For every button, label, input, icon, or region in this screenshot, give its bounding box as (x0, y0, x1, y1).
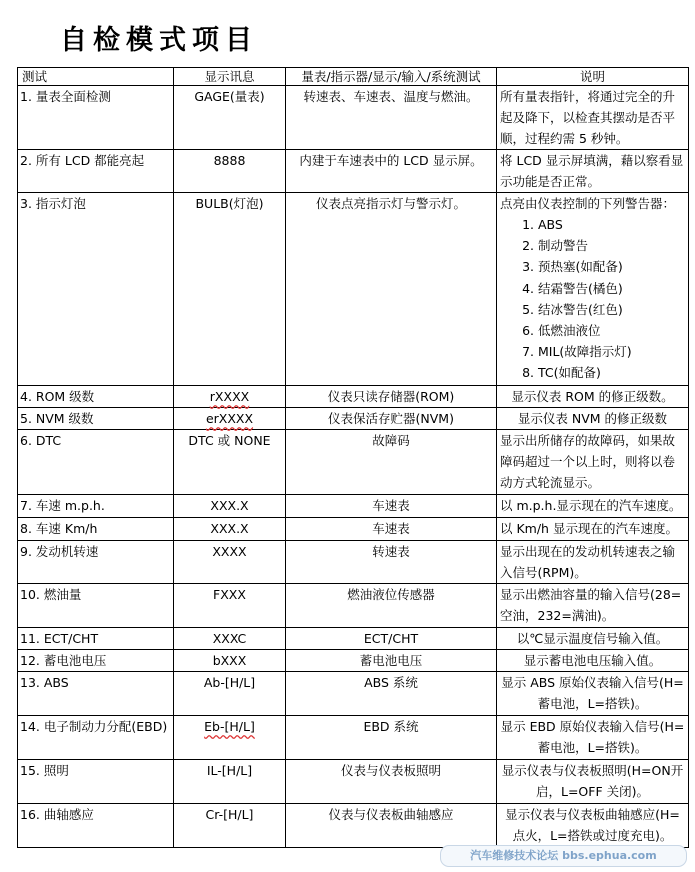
system-cell: 仪表保活存贮器(NVM) (286, 408, 497, 430)
system-cell: 蓄电池电压 (286, 650, 497, 672)
list-item: 4. 结霜警告(橘色) (538, 278, 685, 299)
description-cell: 显示仪表与仪表板曲轴感应(H=点火，L=搭铁或过度充电)。 (497, 804, 689, 848)
table-row (18, 541, 689, 584)
system-cell: ECT/CHT (286, 628, 497, 650)
table-row (18, 408, 689, 430)
table-row (18, 650, 689, 672)
test-cell: 14. 电子制动力分配(EBD) (18, 716, 174, 760)
test-cell: 12. 蓄电池电压 (18, 650, 174, 672)
test-cell: 15. 照明 (18, 760, 174, 804)
description-cell: 将 LCD 显示屏填满，藉以察看显示功能是否正常。 (497, 150, 689, 193)
test-cell: 9. 发动机转速 (18, 541, 174, 584)
test-cell: 3. 指示灯泡 (18, 193, 174, 386)
test-cell: 6. DTC (18, 430, 174, 495)
display-cell: GAGE(量表) (174, 86, 286, 150)
display-cell: erXXXX (205, 411, 254, 426)
description-cell: 显示 EBD 原始仪表输入信号(H=蓄电池，L=搭铁)。 (497, 716, 689, 760)
system-cell: 转速表、车速表、温度与燃油。 (286, 86, 497, 150)
display-cell: XXX.X (174, 495, 286, 518)
list-item: 7. MIL(故障指示灯) (538, 341, 685, 362)
table-row (18, 760, 689, 804)
table-row (18, 628, 689, 650)
list-item: 2. 制动警告 (538, 235, 685, 256)
description-cell: 显示仪表 NVM 的修正级数 (497, 408, 689, 430)
test-cell: 4. ROM 级数 (18, 386, 174, 408)
system-cell: 内建于车速表中的 LCD 显示屏。 (286, 150, 497, 193)
display-cell: 8888 (174, 150, 286, 193)
table-row (18, 150, 689, 193)
display-cell: BULB(灯泡) (174, 193, 286, 386)
display-cell: Cr-[H/L] (174, 804, 286, 848)
system-cell: 仪表与仪表板照明 (286, 760, 497, 804)
list-item: 8. TC(如配备) (538, 362, 685, 383)
system-cell: 转速表 (286, 541, 497, 584)
system-cell: 仪表点亮指示灯与警示灯。 (286, 193, 497, 386)
list-item: 3. 预热塞(如配备) (538, 256, 685, 277)
description-cell: 以℃显示温度信号输入值。 (497, 628, 689, 650)
header-test: 测试 (18, 68, 174, 86)
test-cell: 7. 车速 m.p.h. (18, 495, 174, 518)
list-item: 6. 低燃油液位 (538, 320, 685, 341)
self-test-table (17, 67, 689, 848)
table-row (18, 716, 689, 760)
system-cell: ABS 系统 (286, 672, 497, 716)
system-cell: 故障码 (286, 430, 497, 495)
warning-list (500, 214, 685, 384)
description-cell (497, 193, 689, 386)
system-cell: EBD 系统 (286, 716, 497, 760)
display-cell: rXXXX (209, 389, 250, 404)
table-row (18, 386, 689, 408)
description-cell: 显示出所储存的故障码，如果故障码超过一个以上时，则将以卷动方式轮流显示。 (497, 430, 689, 495)
description-cell: 显示仪表 ROM 的修正级数。 (497, 386, 689, 408)
display-cell: DTC 或 NONE (174, 430, 286, 495)
list-item: 1. ABS (538, 214, 685, 235)
description-cell: 以 Km/h 显示现在的汽车速度。 (497, 518, 689, 541)
header-description: 说明 (497, 68, 689, 86)
test-cell: 16. 曲轴感应 (18, 804, 174, 848)
header-system: 量表/指示器/显示/输入/系统测试 (286, 68, 497, 86)
display-cell: FXXX (174, 584, 286, 628)
description-cell: 显示仪表与仪表板照明(H=ON开启，L=OFF 关闭)。 (497, 760, 689, 804)
system-cell: 仪表只读存储器(ROM) (286, 386, 497, 408)
description-cell: 显示出燃油容量的输入信号(28=空油，232=满油)。 (497, 584, 689, 628)
description-cell: 显示蓄电池电压输入值。 (497, 650, 689, 672)
table-row (18, 193, 689, 386)
test-cell: 11. ECT/CHT (18, 628, 174, 650)
table-row (18, 584, 689, 628)
system-cell: 车速表 (286, 518, 497, 541)
table-row (18, 495, 689, 518)
table-row (18, 518, 689, 541)
table-row (18, 672, 689, 716)
test-cell: 13. ABS (18, 672, 174, 716)
test-cell: 2. 所有 LCD 都能亮起 (18, 150, 174, 193)
description-cell: 以 m.p.h.显示现在的汽车速度。 (497, 495, 689, 518)
table-row (18, 86, 689, 150)
warning-intro: 点亮由仪表控制的下列警告器： (500, 196, 676, 211)
header-display: 显示讯息 (174, 68, 286, 86)
page-title: 自检模式项目 (60, 25, 258, 56)
display-cell: Eb-[H/L] (204, 719, 255, 734)
forum-watermark: 汽车维修技术论坛 bbs.ephua.com (440, 845, 687, 867)
description-cell: 所有量表指针，将通过完全的升起及降下，以检查其摆动是否平顺，过程约需 5 秒钟。 (497, 86, 689, 150)
table-header-row (18, 68, 689, 86)
display-cell: XXXX (174, 541, 286, 584)
list-item: 5. 结冰警告(红色) (538, 299, 685, 320)
description-cell: 显示出现在的发动机转速表之输入信号(RPM)。 (497, 541, 689, 584)
test-cell: 8. 车速 Km/h (18, 518, 174, 541)
test-cell: 1. 量表全面检测 (18, 86, 174, 150)
system-cell: 燃油液位传感器 (286, 584, 497, 628)
display-cell: XXXC (174, 628, 286, 650)
test-cell: 5. NVM 级数 (18, 408, 174, 430)
description-cell: 显示 ABS 原始仪表输入信号(H=蓄电池，L=搭铁)。 (497, 672, 689, 716)
display-cell: Ab-[H/L] (174, 672, 286, 716)
test-cell: 10. 燃油量 (18, 584, 174, 628)
system-cell: 车速表 (286, 495, 497, 518)
table-row (18, 430, 689, 495)
display-cell: bXXX (174, 650, 286, 672)
display-cell: XXX.X (174, 518, 286, 541)
system-cell: 仪表与仪表板曲轴感应 (286, 804, 497, 848)
table-row (18, 804, 689, 848)
display-cell: IL-[H/L] (174, 760, 286, 804)
